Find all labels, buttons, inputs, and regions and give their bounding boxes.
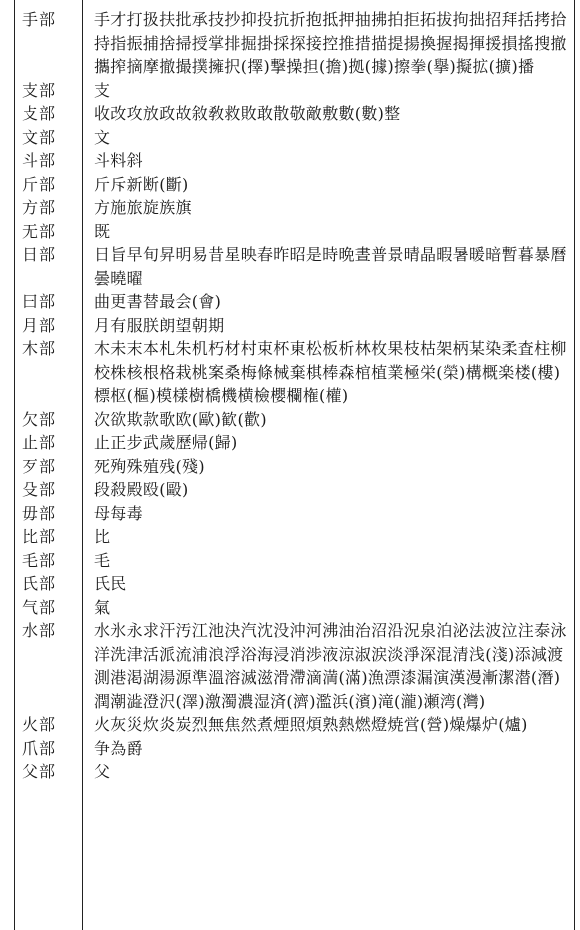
character-list: 斤斥新断(斷)	[94, 174, 189, 194]
table-row	[8, 149, 576, 173]
character-list: 比	[94, 527, 111, 546]
character-list: 曲更書替最会(會)	[94, 292, 222, 311]
table-row	[8, 220, 576, 244]
table-row	[8, 243, 576, 290]
radical-label: 火部	[22, 715, 57, 734]
table-row	[8, 431, 576, 455]
table-row	[8, 713, 576, 737]
table-row	[8, 760, 576, 784]
radical-label: 水部	[22, 621, 57, 640]
radical-table	[8, 8, 576, 784]
table-row	[8, 572, 576, 596]
radical-label: 日部	[22, 245, 57, 264]
table-row	[8, 478, 576, 502]
table-row	[8, 737, 576, 761]
character-list: 氏民	[94, 574, 127, 593]
character-list: 母每毒	[94, 503, 143, 523]
radical-label: 攴部	[22, 104, 57, 123]
table-row	[8, 314, 576, 338]
table-row	[8, 102, 576, 126]
radical-label: 毛部	[22, 550, 57, 570]
radical-label: 比部	[22, 527, 57, 546]
radical-label: 方部	[22, 198, 57, 217]
character-list: 氣	[94, 597, 111, 617]
radical-label: 氏部	[22, 574, 57, 593]
table-row	[8, 8, 576, 79]
character-list: 火灰災炊炎炭烈無焦然煮煙照煩熟熱燃燈焼営(營)燥爆炉(爐)	[94, 715, 528, 734]
radical-label: 爪部	[22, 738, 57, 758]
radical-label: 木部	[22, 339, 57, 358]
character-list: 收改攻放政故敘敎救敗敢散敬敵敷數(數)整	[94, 104, 401, 123]
character-list: 方施旅旋族旗	[94, 198, 192, 217]
radical-label: 欠部	[22, 409, 57, 429]
radical-label: 气部	[22, 597, 57, 617]
radical-label: 无部	[22, 221, 57, 241]
table-row	[8, 408, 576, 432]
character-list: 父	[94, 762, 111, 781]
table-row	[8, 173, 576, 197]
character-list: 止正步武歲歷帰(歸)	[94, 433, 238, 452]
character-list: 毛	[94, 550, 111, 570]
table-row	[8, 455, 576, 479]
character-list: 文	[94, 127, 111, 147]
table-row	[8, 290, 576, 314]
table-row	[8, 126, 576, 150]
radical-label: 毋部	[22, 503, 57, 523]
radical-label: 殳部	[22, 480, 57, 499]
radical-label: 斤部	[22, 174, 57, 194]
radical-label: 曰部	[22, 292, 57, 311]
table-row	[8, 596, 576, 620]
character-list: 既	[94, 221, 111, 241]
table-row	[8, 525, 576, 549]
character-list: 段殺殿殴(毆)	[94, 480, 189, 499]
radical-label: 止部	[22, 433, 57, 452]
table-row	[8, 196, 576, 220]
character-list: 手才打扱扶批承技抄抑投抗折抱抵押抽拂拍拒拓拔拘拙招拜括拷拾持指振捕捨掃授掌排掘掛採探接控推措描提揚換握揭揮援損搖搜撤攜搾摘摩撤撮撲擁択(擇)撃操担(擔)拠(據)擦拳(擧)擬拡(擴)播	[94, 10, 567, 76]
radical-label: 手部	[22, 10, 57, 29]
table-row	[8, 79, 576, 103]
radical-label: 文部	[22, 127, 57, 147]
table-row	[8, 337, 576, 408]
character-list: 月有服朕朗望朝期	[94, 315, 225, 335]
character-list: 次欲欺款歌欧(歐)歓(歡)	[94, 409, 267, 429]
character-list: 争為爵	[94, 738, 143, 758]
character-list: 死殉殊殖残(殘)	[94, 456, 205, 476]
radical-label: 月部	[22, 315, 57, 335]
character-list: 斗料斜	[94, 151, 143, 170]
radical-label: 支部	[22, 80, 57, 100]
radical-label: 父部	[22, 762, 57, 781]
character-list: 木未末本札朱机朽材村束杯東松板析林枚果枝枯架柄某染柔査柱柳校株核根格栽桃案桑梅條械棄棋棒森棺植業極栄(榮)構概楽楼(樓)標枢(樞)模樣樹橋機横檢櫻欄権(權)	[94, 339, 567, 405]
character-list: 支	[94, 80, 111, 100]
dictionary-page	[8, 0, 576, 930]
table-row	[8, 549, 576, 573]
character-list: 水氷永求汗汚江池決汽沈没沖河沸油治沼沿況泉泊泌法波泣注泰泳洋洗津活派流浦浪浮浴海浸消渉液涼淑涙淡淨深混清浅(淺)添減渡測港渇湖湯源準溫溶滅滋滑滯滴満(滿)漁漂漆漏演漢漫漸潔潜(潛)潤潮澁澄沢(澤)激濁濃湿済(濟)濫浜(濱)滝(瀧)瀬湾(灣)	[94, 621, 567, 711]
radical-label: 斗部	[22, 151, 57, 170]
table-row	[8, 619, 576, 713]
table-row	[8, 502, 576, 526]
radical-label: 歹部	[22, 456, 57, 476]
character-list: 日旨早旬昇明易昔星映春昨昭是時晩晝普景晴晶暇暑暖暗暫暮暴曆曇曉曜	[94, 245, 567, 288]
